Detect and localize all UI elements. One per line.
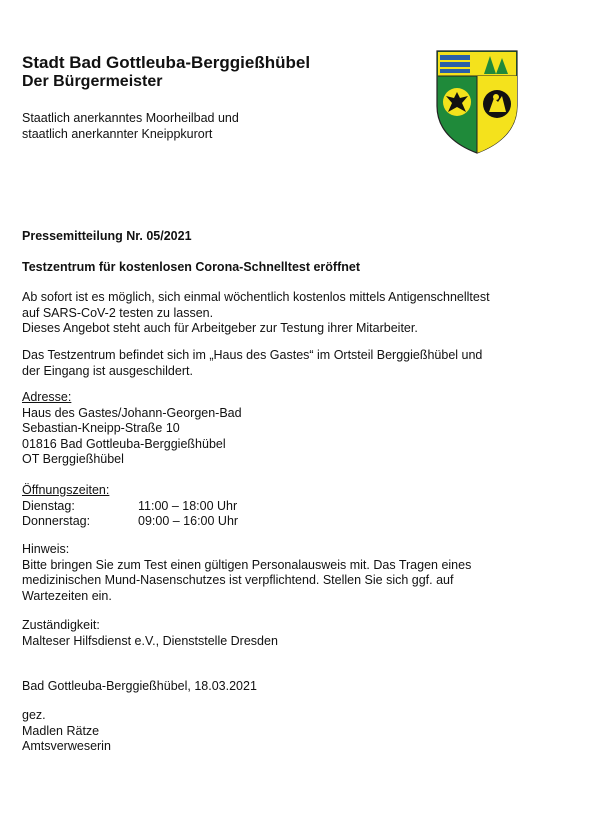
text-line: Bitte bringen Sie zum Test einen gültigen Personalausweis mit. Das Tragen eines bbox=[22, 557, 472, 572]
hours-day: Dienstag: bbox=[22, 498, 75, 513]
hours-row bbox=[22, 499, 238, 515]
tagline-line: staatlich anerkannter Kneippkurort bbox=[22, 127, 213, 141]
signature-block bbox=[22, 708, 111, 755]
city-title: Stadt Bad Gottleuba-Berggießhübel bbox=[22, 53, 311, 72]
paragraph-intro bbox=[22, 290, 490, 337]
coat-of-arms-icon bbox=[436, 50, 518, 154]
tagline bbox=[22, 110, 239, 142]
address-block bbox=[22, 390, 242, 468]
address-line: OT Berggießhübel bbox=[22, 452, 124, 466]
responsibility-block bbox=[22, 618, 278, 649]
text-line: medizinischen Mund-Nasenschutzes ist verpflichtend. Stellen Sie sich ggf. auf bbox=[22, 573, 454, 587]
press-headline: Testzentrum für kostenlosen Corona-Schnelltest eröffnet bbox=[22, 260, 361, 274]
address-line: Haus des Gastes/Johann-Georgen-Bad bbox=[22, 405, 242, 420]
hours-time: 11:00 – 18:00 Uhr bbox=[138, 498, 238, 513]
text-line: Wartezeiten ein. bbox=[22, 588, 112, 603]
hours-time: 09:00 – 16:00 Uhr bbox=[138, 514, 239, 528]
text-line: Dieses Angebot steht auch für Arbeitgeber zur Testung ihrer Mitarbeiter. bbox=[22, 321, 418, 335]
date-line: Bad Gottleuba-Berggießhübel, 18.03.2021 bbox=[22, 679, 257, 693]
address-line: Sebastian-Kneipp-Straße 10 bbox=[22, 421, 180, 435]
opening-hours-block bbox=[22, 483, 238, 530]
hours-row bbox=[22, 514, 238, 530]
hours-day: Donnerstag: bbox=[22, 514, 91, 528]
responsibility-label: Zuständigkeit: bbox=[22, 618, 100, 632]
address-label: Adresse: bbox=[22, 390, 72, 404]
signature-gez: gez. bbox=[22, 708, 46, 722]
signature-role: Amtsverweserin bbox=[22, 739, 111, 753]
notice-block bbox=[22, 542, 471, 604]
text-line: Ab sofort ist es möglich, sich einmal wöchentlich kostenlos mittels Antigenschnelltest bbox=[22, 290, 490, 304]
notice-label: Hinweis: bbox=[22, 542, 70, 556]
text-line: Das Testzentrum befindet sich im „Haus des Gastes“ im Ortsteil Berggießhübel und bbox=[22, 348, 483, 362]
responsibility-value: Malteser Hilfsdienst e.V., Dienststelle Dresden bbox=[22, 633, 278, 648]
mayor-title: Der Bürgermeister bbox=[22, 73, 163, 90]
paragraph-location bbox=[22, 348, 482, 379]
opening-hours-label: Öffnungszeiten: bbox=[22, 483, 110, 497]
address-line: 01816 Bad Gottleuba-Berggießhübel bbox=[22, 436, 226, 451]
text-line: der Eingang ist ausgeschildert. bbox=[22, 363, 193, 378]
press-release-number: Pressemitteilung Nr. 05/2021 bbox=[22, 229, 192, 243]
text-line: auf SARS-CoV-2 testen zu lassen. bbox=[22, 305, 214, 320]
signature-name: Madlen Rätze bbox=[22, 723, 100, 738]
tagline-line: Staatlich anerkanntes Moorheilbad und bbox=[22, 111, 239, 125]
